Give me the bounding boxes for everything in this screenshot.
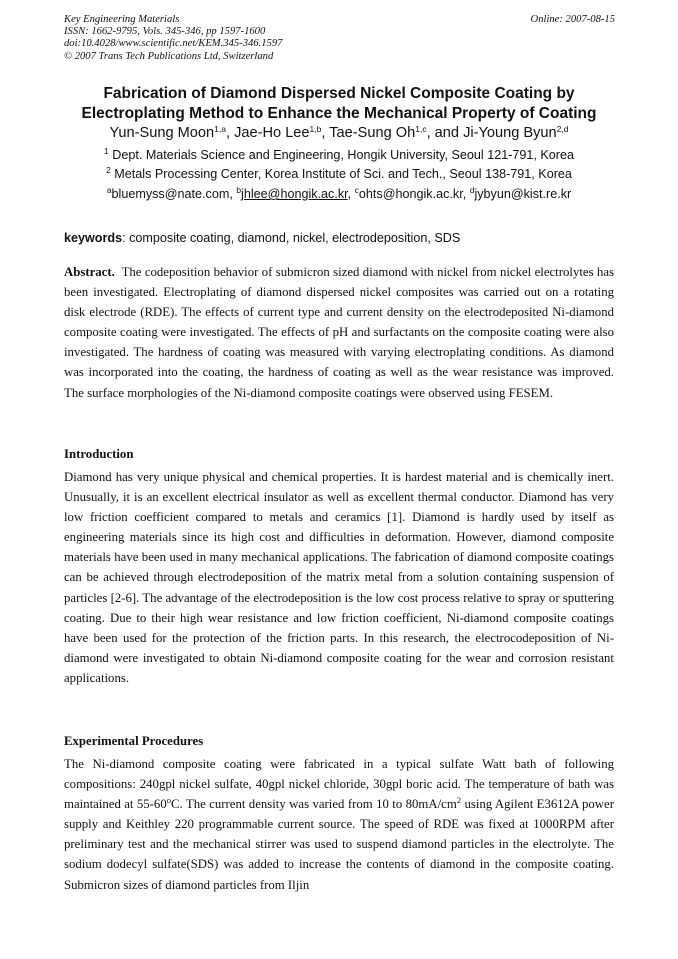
- author-superscript: 1,b: [309, 124, 322, 134]
- email-superscript: b: [236, 185, 242, 195]
- author-name: Tae-Sung Oh: [329, 125, 416, 141]
- affiliation-superscript: 2: [106, 165, 111, 175]
- paper-title: [40, 84, 638, 124]
- keywords-label: keywords: [64, 231, 123, 245]
- keywords: [64, 231, 460, 245]
- author-superscript: 1,c: [415, 124, 427, 134]
- email-separator: ,: [229, 187, 237, 201]
- journal-name: Key Engineering Materials: [64, 14, 180, 25]
- online-date: Online: 2007-08-15: [530, 14, 615, 25]
- email-address[interactable]: bluemyss@nate.com: [111, 187, 230, 201]
- abstract-label: Abstract.: [64, 265, 115, 279]
- email-superscript: a: [106, 185, 112, 195]
- experimental-text-2: C. The current density was varied from 10 to 80mA/cm: [170, 797, 457, 812]
- keywords-text: : composite coating, diamond, nickel, electrodeposition, SDS: [122, 231, 461, 245]
- author-separator: ,: [321, 125, 330, 141]
- affiliation-1: [40, 148, 638, 162]
- squared-superscript: 2: [456, 795, 462, 806]
- author-superscript: 1,a: [214, 124, 226, 134]
- degree-superscript: o: [166, 795, 171, 806]
- doi-line: doi:10.4028/www.scientific.net/KEM.345-346.1597: [64, 38, 283, 50]
- abstract-paragraph: [64, 262, 614, 403]
- author-name: Yun-Sung Moon: [109, 125, 215, 141]
- copyright-line: © 2007 Trans Tech Publications Ltd, Switzerland: [64, 50, 274, 62]
- email-separator: ,: [462, 187, 470, 201]
- abstract-text: The codeposition behavior of submicron sized diamond with nickel from nickel electrolytes has been investigated. Electroplating of diamond dispersed nickel composites was carried out on a rotating disk electrode (RDE). The effects of current type and current density on the electrodeposited Ni-diamond composite coating were investigated. The effects of pH and surfactants on the composite coating were also investigated. The hardness of coating was measured with varying electroplating conditions. As diamond was incorporated into the coating, the hardness of coating as well as the wear resistance was improved. The surface morphologies of the Ni-diamond composite coatings were observed using FESEM.: [64, 265, 614, 400]
- author-superscript: 2,d: [556, 124, 569, 134]
- title-line-2: Electroplating Method to Enhance the Mechanical Property of Coating: [81, 105, 597, 122]
- email-separator: ,: [347, 187, 355, 201]
- introduction-paragraph: Diamond has very unique physical and chemical properties. It is hardest material and is chemically inert. Unusually, it is an excellent electrical insulator as well as excellent thermal conductor. Diamond has very low friction coefficient compared to metals and ceramics [1]. Diamond is hardly used by itself as engineering materials since its high cost and difficulties in deformation. However, diamond composite materials have been used in many mechanical applications. The fabrication of diamond composite coatings can be achieved through electrodeposition of the matrix metal from a solution containing suspension of particles [2-6]. The advantage of the electrodeposition is the low cost process relative to spray or sputtering coating. Due to their high wear resistance and low friction coefficient, Ni-diamond composite coatings have been used for the protection of the friction parts. In this research, the electrocodeposition of Ni-diamond were investigated to obtain Ni-diamond composite coating for the wear and corrosion resistant applications.: [64, 470, 614, 685]
- title-line-1: Fabrication of Diamond Dispersed Nickel Composite Coating by: [103, 85, 575, 102]
- author-list: [40, 125, 638, 141]
- journal-header: [64, 14, 282, 63]
- experimental-paragraph: [64, 754, 614, 895]
- affiliation-text: Dept. Materials Science and Engineering, Hongik University, Seoul 121-791, Korea: [108, 148, 575, 162]
- email-address[interactable]: ohts@hongik.ac.kr: [358, 187, 463, 201]
- affiliation-text: Metals Processing Center, Korea Institute of Sci. and Tech., Seoul 138-791, Korea: [110, 167, 572, 181]
- introduction-heading: Introduction: [64, 447, 134, 461]
- email-link[interactable]: jhlee@hongik.ac.kr: [241, 187, 348, 201]
- author-name: Ji-Young Byun: [463, 125, 557, 141]
- author-separator: ,: [225, 125, 235, 141]
- affiliation-superscript: 1: [103, 146, 109, 156]
- email-superscript: d: [469, 185, 475, 195]
- email-superscript: c: [354, 185, 359, 195]
- experimental-text-3: using Agilent E3612A power supply and Keithley 220 programmable current source. The speed of RDE was fixed at 1000RPM after preliminary test and the mechanical stirrer was used to suspend diamond particles in the electrolyte. The sodium dodecyl sulfate(SDS) was added to increase the contents of diamond in the composite coating. Submicron sizes of diamond particles from Iljin: [64, 797, 614, 892]
- email-address[interactable]: jybyun@kist.re.kr: [474, 187, 572, 201]
- experimental-heading: Experimental Procedures: [64, 734, 204, 748]
- issn-line: ISSN: 1662-9795, Vols. 345-346, pp 1597-1600: [64, 26, 266, 38]
- author-separator: , and: [426, 125, 464, 141]
- author-name: Jae-Ho Lee: [234, 125, 310, 141]
- experimental-text-1: The Ni-diamond composite coating were fabricated in a typical sulfate Watt bath of following compositions: 240gpl nickel sulfate, 40gpl nickel chloride, 30gpl boric acid. The temperature of bath was maintained at 55-60: [64, 757, 614, 812]
- affiliation-2: [40, 167, 638, 181]
- email-list: [40, 187, 638, 201]
